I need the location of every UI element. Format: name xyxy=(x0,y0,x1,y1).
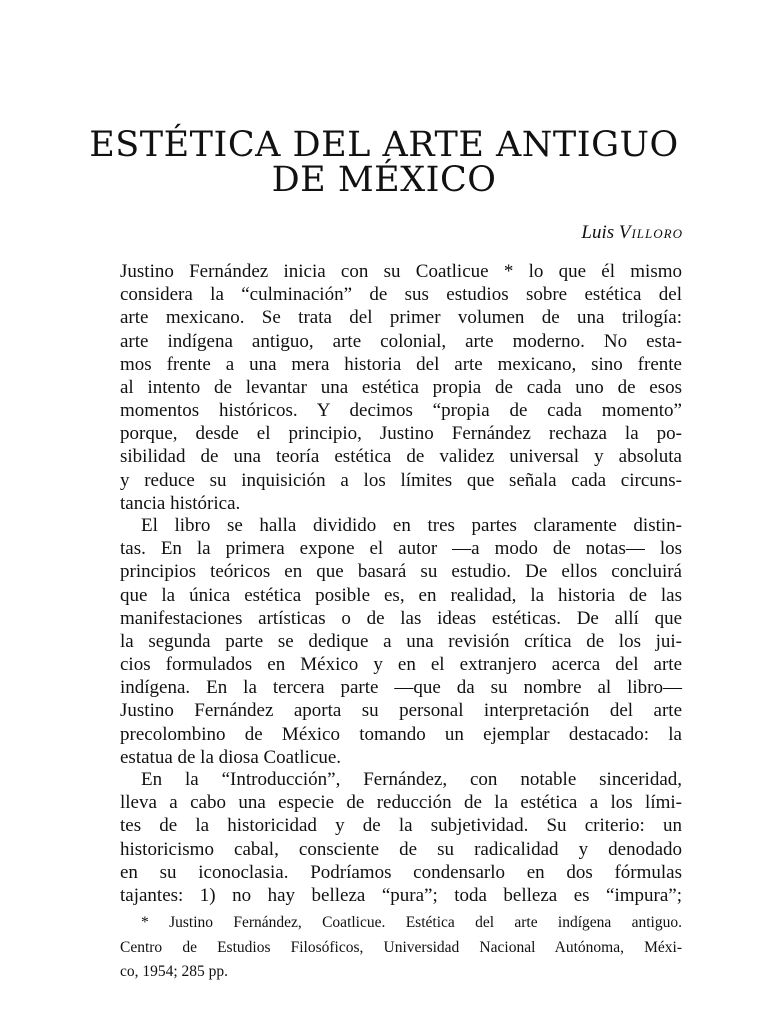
body-line: y reduce su inquisición a los límites que señala cada circuns- xyxy=(120,470,682,491)
article-title-line-2: DE MÉXICO xyxy=(271,160,497,200)
body-line: Justino Fernández inicia con su Coatlicue * lo que él mismo xyxy=(120,261,682,282)
body-line: tes de la historicidad y de la subjetividad. Su criterio: un xyxy=(120,815,682,836)
body-line: arte indígena antiguo, arte colonial, arte moderno. No esta- xyxy=(120,331,682,352)
article-author xyxy=(581,222,683,244)
body-line: precolombino de México tomando un ejemplar destacado: la xyxy=(120,724,682,745)
footnote-line: * Justino Fernández, Coatlicue. Estética del arte indígena antiguo. xyxy=(141,914,682,931)
article-title-line-1: ESTÉTICA DEL ARTE ANTIGUO xyxy=(89,125,679,165)
body-line: tancia histórica. xyxy=(120,493,241,514)
body-line: lleva a cabo una especie de reducción de la estética a los lími- xyxy=(120,792,682,813)
body-line: estatua de la diosa Coatlicue. xyxy=(120,747,342,768)
body-line: que la única estética posible es, en realidad, la historia de las xyxy=(120,585,682,606)
body-line: mos frente a una mera historia del arte mexicano, sino frente xyxy=(120,354,682,375)
body-line: En la “Introducción”, Fernández, con notable sinceridad, xyxy=(141,769,682,790)
body-line: cios formulados en México y en el extranjero acerca del arte xyxy=(120,654,682,675)
author-first-name: Luis xyxy=(581,222,615,243)
body-line: indígena. En la tercera parte —que da su nombre al libro— xyxy=(120,677,682,698)
body-line: al intento de levantar una estética propia de cada uno de esos xyxy=(120,377,682,398)
footnote-line: Centro de Estudios Filosóficos, Universidad Nacional Autónoma, Méxi- xyxy=(120,939,682,956)
footnote-line: co, 1954; 285 pp. xyxy=(120,963,229,980)
body-line: El libro se halla dividido en tres partes claramente distin- xyxy=(141,515,682,536)
author-last-name: Villoro xyxy=(618,222,683,243)
body-line: sibilidad de una teoría estética de validez universal y absoluta xyxy=(120,446,682,467)
body-line: manifestaciones artísticas o de las ideas estéticas. De allí que xyxy=(120,608,682,629)
body-line: arte mexicano. Se trata del primer volumen de una trilogía: xyxy=(120,307,682,328)
body-line: en su iconoclasia. Podríamos condensarlo en dos fórmulas xyxy=(120,862,682,883)
body-line: principios teóricos en que basará su estudio. De ellos concluirá xyxy=(120,561,682,582)
body-line: porque, desde el principio, Justino Fernández rechaza la po- xyxy=(120,423,682,444)
body-line: historicismo cabal, consciente de su radicalidad y denodado xyxy=(120,839,682,860)
body-line: la segunda parte se dedique a una revisión crítica de los jui- xyxy=(120,631,682,652)
body-line: tas. En la primera expone el autor —a modo de notas— los xyxy=(120,538,682,559)
body-line: considera la “culminación” de sus estudios sobre estética del xyxy=(120,284,682,305)
body-line: momentos históricos. Y decimos “propia de cada momento” xyxy=(120,400,682,421)
body-line: tajantes: 1) no hay belleza “pura”; toda belleza es “impura”; xyxy=(120,885,682,906)
body-line: Justino Fernández aporta su personal interpretación del arte xyxy=(120,700,682,721)
